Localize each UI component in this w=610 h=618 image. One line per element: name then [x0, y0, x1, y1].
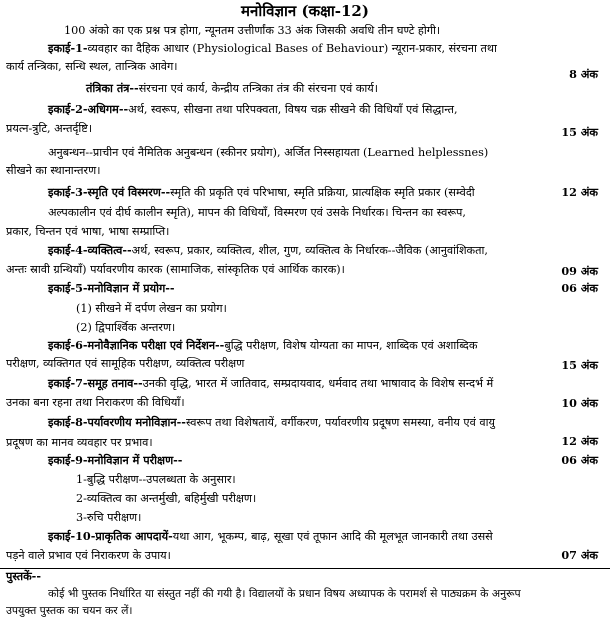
conditioning-text-1: अनुबन्धन--प्राचीन एवं नैमितिक अनुबन्धन (स्कीनर प्रयोग), अर्जित निस्सहायता (Learned helplessnes) [48, 146, 489, 159]
unit-2-heading: इकाई-2-अधिगम-- [48, 102, 129, 116]
unit-7-text-1: उनकी वृद्धि, भारत में जातिवाद, सम्प्रदायवाद, धर्मवाद तथा भाषावाद के विशेष सन्दर्भ में [142, 377, 494, 390]
books-heading: पुस्तकें-- [6, 569, 41, 583]
unit-2-text-1: अर्थ, स्वरूप, सीखना तथा परिपक्वता, विषय चक्र सीखने की विधियाँ एवं सिद्धान्त, [128, 103, 458, 116]
unit-8-text-1: स्वरूप तथा विशेषतायें, वर्गीकरण, पर्यावरणीय प्रदूषण समस्या, वनीय एवं वायु [185, 416, 495, 429]
unit-3-text-2: अल्पकालीन एवं दीर्घ कालीन स्मृति), मापन की विधियाँ, विस्मरण एवं उसके निर्धारक। चिन्तन का स्वरूप, [48, 206, 466, 219]
books-text-2: उपयुक्त पुस्तक का चयन कर लें। [6, 604, 133, 617]
unit-10-text-2: पड़ने वाले प्रभाव एवं निराकरण के उपाय। [6, 549, 171, 562]
unit-4-heading: इकाई-4-व्यक्तित्व-- [48, 243, 132, 257]
intro-text: 100 अंको का एक प्रश्न पत्र होगा, न्यूनतम उत्तीर्णांक 33 अंक जिसकी अवधि तीन घण्टे होगी। [64, 24, 441, 37]
unit-4-marks: 09 अंक [561, 264, 598, 278]
unit-5-item-1: (1) सीखने में दर्पण लेखन का प्रयोग। [76, 302, 227, 315]
unit-1-marks: 8 अंक [569, 67, 598, 81]
nervous-system-heading: तंत्रिका तंत्र-- [86, 81, 139, 95]
unit-6-text-1: बुद्धि परीक्षण, विशेष योग्यता का मापन, शाब्दिक एवं अशाब्दिक [224, 339, 478, 352]
unit-7-line-1 [48, 377, 493, 390]
nervous-system-line [86, 82, 378, 95]
unit-10-line-1 [48, 530, 493, 543]
unit-3-text-1: स्मृति की प्रकृति एवं परिभाषा, स्मृति प्रक्रिया, प्रात्यक्षिक स्मृति प्रकार (सम्वेदी [170, 186, 475, 199]
unit-1-line-1 [48, 42, 497, 55]
unit-4-text-1: अर्थ, स्वरूप, प्रकार, व्यक्तित्व, शील, गुण, व्यक्तित्व के निर्धारक--जैविक (आनुवांशिकता, [131, 244, 488, 257]
unit-2-marks: 15 अंक [561, 125, 598, 139]
unit-3-text-3: प्रकार, चिन्तन एवं भाषा, भाषा सम्प्राप्ति। [6, 225, 170, 238]
conditioning-text-2: सीखने का स्थानान्तरण। [6, 164, 101, 177]
books-text-1: कोई भी पुस्तक निर्धारित या संस्तुत नहीं की गयी है। विद्यालयों के प्रधान विषय अध्यापक के परामर्श से पाठ्यक्रम के अनुरूप [48, 587, 521, 600]
unit-9-marks: 06 अंक [561, 453, 598, 467]
unit-3-heading: इकाई-3-स्मृति एवं विस्मरण-- [48, 185, 171, 199]
unit-1-text-2: कार्य तन्त्रिका, सन्धि स्थल, तान्त्रिक आवेग। [6, 60, 178, 73]
unit-6-text-2: परीक्षण, व्यक्तिगत एवं सामूहिक परीक्षण, व्यक्तित्व परीक्षण [6, 357, 245, 370]
unit-8-line-1 [48, 416, 495, 429]
unit-8-text-2: प्रदूषण का मानव व्यवहार पर प्रभाव। [6, 436, 153, 449]
unit-9-item-3: 3-रुचि परीक्षण। [76, 511, 142, 524]
unit-9-item-1: 1-बुद्धि परीक्षण--उपलब्धता के अनुसार। [76, 473, 236, 486]
unit-5-marks: 06 अंक [561, 281, 598, 295]
unit-10-text-1: यथा आग, भूकम्प, बाढ़, सूखा एवं तूफान आदि की मूलभूत जानकारी तथा उससे [172, 530, 493, 543]
unit-9-heading: इकाई-9-मनोविज्ञान में परीक्षण-- [48, 453, 183, 467]
unit-8-marks: 12 अंक [561, 434, 598, 448]
unit-5-item-2: (2) द्विपार्श्विक अन्तरण। [76, 321, 176, 334]
unit-6-heading: इकाई-6-मनोवैज्ञानिक परीक्षा एवं निर्देशन-- [48, 338, 225, 352]
unit-2-text-2: प्रयत्न-त्रुटि, अन्तर्दृष्टि। [6, 122, 93, 135]
unit-3-marks: 12 अंक [561, 185, 598, 199]
nervous-system-text: संरचना एवं कार्य, केन्द्रीय तन्त्रिका तंत्र की संरचना एवं कार्य। [138, 82, 378, 95]
unit-3-line-1 [48, 186, 475, 199]
unit-2-line-1 [48, 103, 458, 116]
unit-8-heading: इकाई-8-पर्यावरणीय मनोविज्ञान-- [48, 415, 186, 429]
unit-4-line-1 [48, 244, 488, 257]
unit-6-marks: 15 अंक [561, 358, 598, 372]
unit-6-line-1 [48, 339, 477, 352]
page-title: मनोविज्ञान (कक्षा-12) [241, 2, 369, 20]
unit-10-heading: इकाई-10-प्राकृतिक आपदायें- [48, 529, 173, 543]
unit-1-text-1: व्यवहार का दैहिक आधार (Physiological Bases of Behaviour) न्यूरान-प्रकार, संरचना तथा [87, 42, 497, 55]
unit-5-heading: इकाई-5-मनोविज्ञान में प्रयोग-- [48, 281, 175, 295]
unit-9-item-2: 2-व्यक्तित्व का अन्तर्मुखी, बहिर्मुखी परीक्षण। [76, 492, 257, 505]
unit-10-marks: 07 अंक [561, 548, 598, 562]
unit-7-marks: 10 अंक [561, 396, 598, 410]
unit-7-text-2: उनका बना रहना तथा निराकरण की विधियाँ। [6, 396, 185, 409]
unit-1-heading: इकाई-1- [48, 41, 88, 55]
divider-line [0, 568, 610, 569]
unit-7-heading: इकाई-7-समूह तनाव-- [48, 376, 143, 390]
unit-4-text-2: अन्तः स्रावी ग्रन्थियाँ) पर्यावरणीय कारक (सामाजिक, सांस्कृतिक एवं आर्थिक कारक)। [6, 263, 345, 276]
